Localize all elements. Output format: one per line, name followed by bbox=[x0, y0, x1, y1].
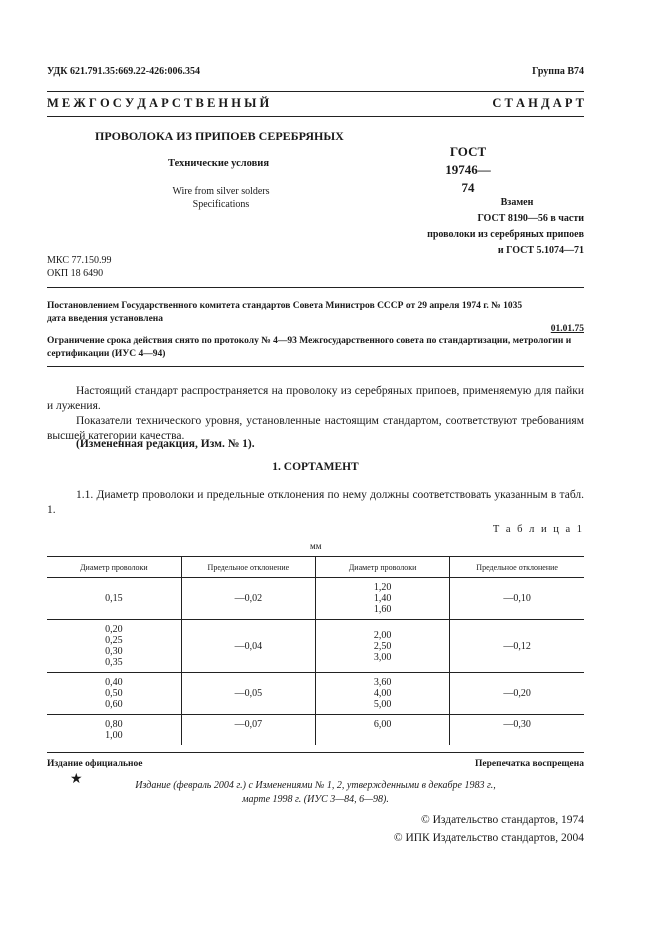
classification-codes bbox=[47, 254, 111, 280]
paragraph-quality: Показатели технического уровня, установленные настоящим стандартом, соответствуют требованиям высшей категории качества. bbox=[47, 415, 584, 442]
english-title bbox=[150, 185, 292, 211]
copyright-2004: © ИПК Издательство стандартов, 2004 bbox=[393, 832, 584, 844]
footer-rule bbox=[47, 752, 584, 753]
edition-note-line-1: Издание (февраль 2004 г.) с Изменениями № 1, 2, утвержденными в декабре 1983 г., bbox=[135, 780, 496, 791]
cell-tolerance: —0,05 bbox=[181, 673, 315, 715]
decree-line-2: дата введения установлена bbox=[47, 314, 164, 324]
cell-diameter: 2,00 2,50 3,00 bbox=[316, 620, 450, 673]
col-diameter-2: Диаметр проволоки bbox=[316, 557, 450, 578]
cell-diameter: 1,20 1,40 1,60 bbox=[316, 578, 450, 620]
udk-code: УДК 621.791.35:669.22-426:006.354 bbox=[47, 66, 200, 77]
group-code: Группа В74 bbox=[532, 66, 584, 77]
table-row bbox=[47, 715, 584, 746]
star-icon: ★ bbox=[70, 772, 83, 787]
standard-banner bbox=[47, 96, 584, 111]
table-header-row bbox=[47, 557, 584, 578]
edition-note bbox=[47, 779, 584, 807]
cell-diameter: 0,15 bbox=[47, 578, 181, 620]
col-tolerance-2: Предельное отклонение bbox=[450, 557, 584, 578]
decree-line-1: Постановлением Государственного комитета стандартов Совета Министров СССР от 29 апреля 1974 г. № 1035 bbox=[47, 301, 523, 311]
cell-diameter: 0,80 1,00 bbox=[105, 719, 123, 741]
replaces-label: Взамен bbox=[500, 197, 534, 208]
cell-diameter: 0,20 0,25 0,30 0,35 bbox=[47, 620, 181, 673]
gost-label: ГОСТ bbox=[449, 144, 487, 159]
cell-tolerance: —0,10 bbox=[450, 578, 584, 620]
cell-diameter: 3,60 4,00 5,00 bbox=[316, 673, 450, 715]
col-diameter-1: Диаметр проволоки bbox=[47, 557, 181, 578]
replaces-line-3: проволоки из серебряных припоев bbox=[427, 229, 584, 240]
cell-tolerance: —0,04 bbox=[181, 620, 315, 673]
introduction-date: 01.01.75 bbox=[550, 324, 584, 334]
table-unit: мм bbox=[310, 541, 322, 551]
cell-diameter: 0,40 0,50 0,60 bbox=[47, 673, 181, 715]
official-edition-label: Издание официальное bbox=[47, 759, 143, 769]
english-title-line-2: Specifications bbox=[192, 199, 250, 210]
table-row bbox=[47, 578, 584, 620]
copyright-1974: © Издательство стандартов, 1974 bbox=[420, 814, 584, 826]
table-row bbox=[47, 620, 584, 673]
validity-limit-note: Ограничение срока действия снято по протоколу № 4—93 Межгосударственного совета по стандартизации, метрологии и сертификации (ИУС 4—94) bbox=[47, 336, 572, 359]
cell-tolerance: —0,20 bbox=[450, 673, 584, 715]
document-subtitle: Технические условия bbox=[168, 158, 270, 169]
gost-designation bbox=[440, 143, 496, 197]
gost-number: 19746—74 bbox=[445, 162, 491, 195]
codes-rule bbox=[47, 287, 584, 288]
section-heading: 1. СОРТАМЕНТ bbox=[272, 461, 359, 473]
decree-rule bbox=[47, 366, 584, 367]
table-label: Т а б л и ц а 1 bbox=[492, 524, 584, 535]
cell-tolerance: —0,30 bbox=[450, 715, 584, 746]
document-title: ПРОВОЛОКА ИЗ ПРИПОЕВ СЕРЕБРЯНЫХ bbox=[95, 129, 344, 143]
okp-code: ОКП 18 6490 bbox=[47, 268, 104, 279]
top-rule bbox=[47, 91, 584, 92]
cell-tolerance: —0,07 bbox=[181, 715, 315, 746]
replaces-block bbox=[390, 195, 584, 259]
banner-rule bbox=[47, 116, 584, 117]
replaces-line-4: и ГОСТ 5.1074—71 bbox=[497, 245, 584, 256]
mks-code: МКС 77.150.99 bbox=[47, 255, 112, 266]
english-title-line-1: Wire from silver solders bbox=[172, 186, 270, 197]
banner-word-standard: С Т А Н Д А Р Т bbox=[492, 96, 584, 110]
paragraph-scope: Настоящий стандарт распространяется на проволоку из серебряных припоев, применяемую для пайки и лужения. bbox=[47, 385, 584, 412]
cell-tolerance: —0,02 bbox=[181, 578, 315, 620]
edition-note-line-2: марте 1998 г. (ИУС 3—84, 6—98). bbox=[242, 794, 389, 805]
reprint-prohibited-label: Перепечатка воспрещена bbox=[474, 759, 584, 769]
cell-tolerance: —0,12 bbox=[450, 620, 584, 673]
col-tolerance-1: Предельное отклонение bbox=[181, 557, 315, 578]
decree-text bbox=[47, 300, 584, 326]
paragraph-1-1: 1.1. Диаметр проволоки и предельные отклонения по нему должны соответствовать указанным в табл. 1. bbox=[47, 489, 584, 516]
paragraph-amendment: (Измененная редакция, Изм. № 1). bbox=[76, 438, 255, 450]
table-row bbox=[47, 673, 584, 715]
cell-diameter: 6,00 bbox=[316, 715, 450, 746]
diameter-table bbox=[47, 556, 584, 745]
replaces-line-2: ГОСТ 8190—56 в части bbox=[477, 213, 584, 224]
banner-word-interstate: М Е Ж Г О С У Д А Р С Т В Е Н Н Ы Й bbox=[47, 96, 270, 110]
